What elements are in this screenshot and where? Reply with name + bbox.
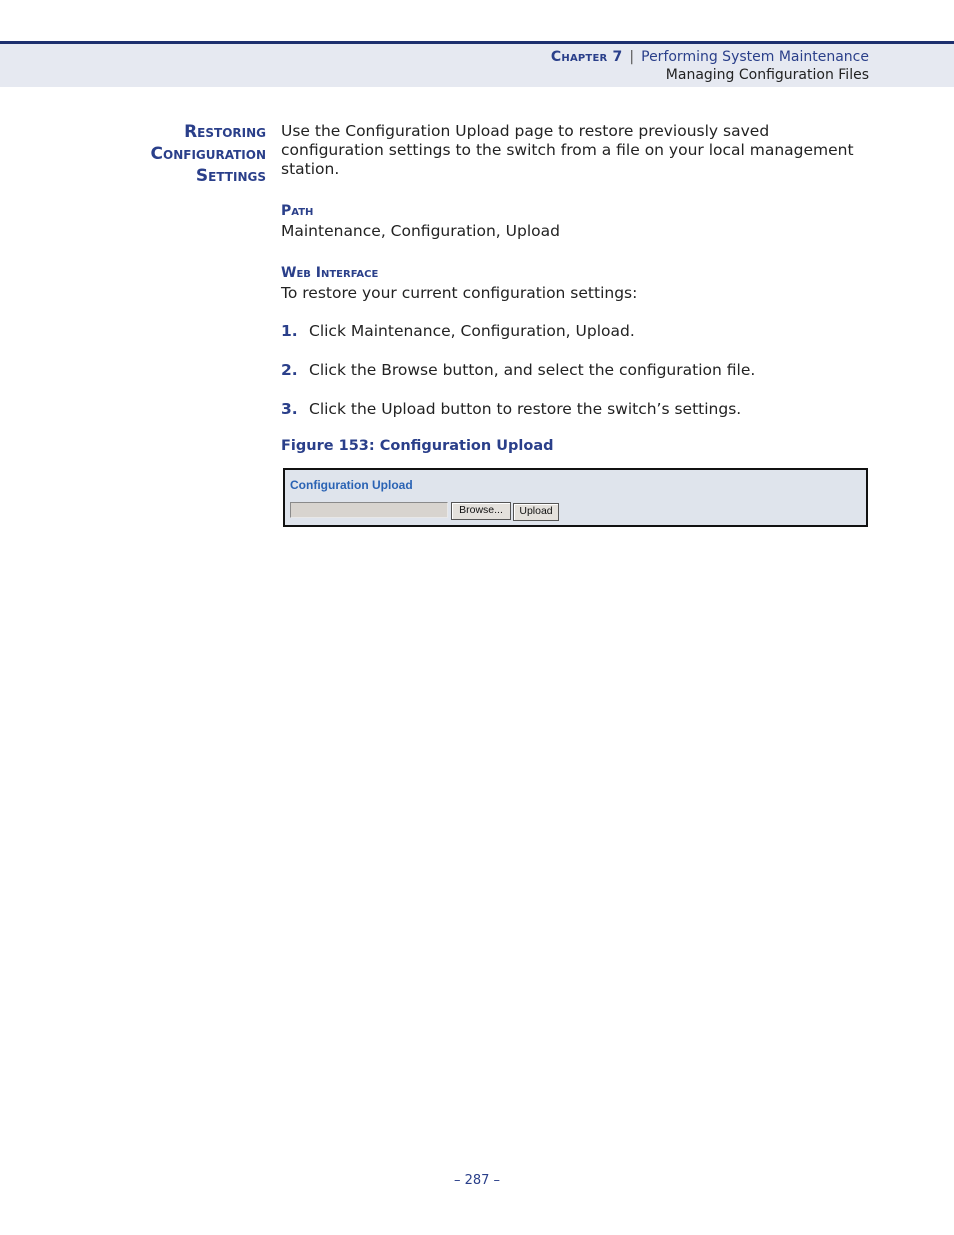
header-section: Managing Configuration Files (665, 67, 869, 83)
step-item (281, 400, 741, 418)
configuration-upload-panel (283, 468, 868, 527)
step-item (281, 361, 755, 379)
path-text: Maintenance, Configuration, Upload (281, 222, 560, 240)
intro-paragraph: Use the Configuration Upload page to restore previously saved configuration settings to the switch from a file on your local management station. (281, 122, 854, 178)
upload-button[interactable]: Upload (513, 503, 559, 521)
web-interface-text: To restore your current configuration settings: (281, 284, 638, 302)
path-heading: Path (281, 203, 314, 219)
chapter-title: Performing System Maintenance (641, 49, 869, 65)
section-heading-line-1: Restoring (184, 122, 266, 142)
step-number: 1. (281, 322, 298, 340)
web-interface-heading: Web Interface (281, 265, 379, 281)
step-text: Click Maintenance, Configuration, Upload. (309, 322, 635, 340)
page-header (0, 41, 954, 87)
section-heading (151, 121, 266, 187)
page-number: – 287 – (453, 1173, 501, 1188)
section-heading-line-3: Settings (195, 166, 266, 186)
chapter-label: Chapter 7 (550, 49, 623, 65)
step-item (281, 322, 635, 340)
header-chapter-line (551, 49, 869, 65)
figure-caption: Figure 153: Configuration Upload (281, 438, 554, 454)
file-path-input[interactable] (290, 502, 448, 518)
section-heading-line-2: Configuration (150, 144, 266, 164)
step-number: 3. (281, 400, 298, 418)
panel-title: Configuration Upload (290, 478, 413, 492)
step-number: 2. (281, 361, 298, 379)
header-separator: | (629, 49, 635, 65)
step-text: Click the Browse button, and select the configuration file. (309, 361, 756, 379)
browse-button[interactable]: Browse... (451, 502, 511, 520)
step-text: Click the Upload button to restore the switch’s settings. (309, 400, 742, 418)
